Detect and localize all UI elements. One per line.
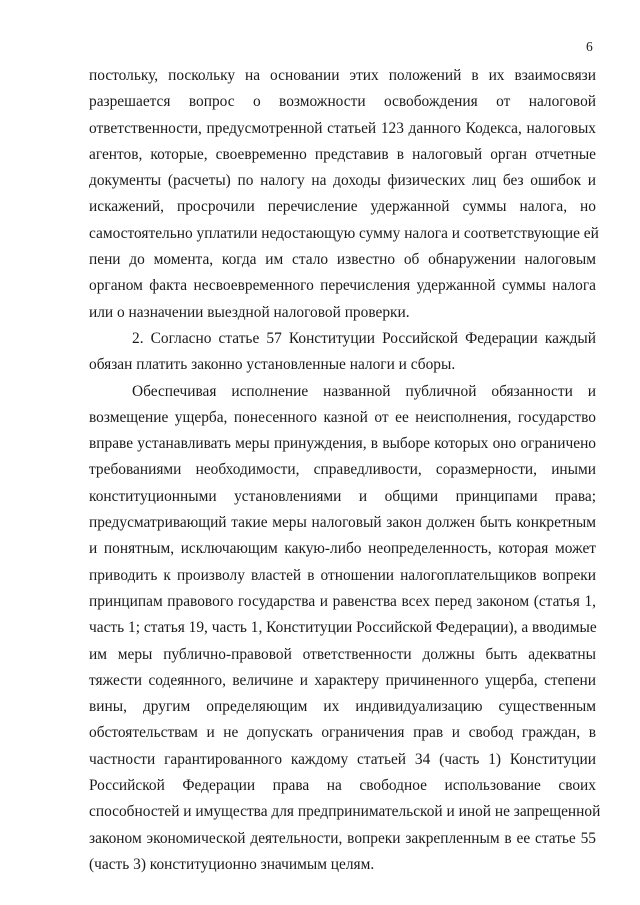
text-line: Российской Федерации права на свободное использование своих bbox=[89, 777, 596, 795]
text-line: (часть 3) конституционно значимым целям. bbox=[89, 855, 375, 873]
text-line: или о назначении выездной налоговой проверки. bbox=[89, 303, 410, 321]
text-line: 2. Согласно статье 57 Конституции Российской Федерации каждый bbox=[132, 329, 596, 347]
text-line: им меры публично-правовой ответственности должны быть адекватны bbox=[89, 645, 596, 663]
text-line: постольку, поскольку на основании этих положений в их взаимосвязи bbox=[89, 67, 596, 84]
paragraph bbox=[89, 379, 601, 879]
text-line: агентов, которые, своевременно представив в налоговый орган отчетные bbox=[89, 145, 596, 163]
document-body bbox=[89, 63, 601, 878]
text-line: вправе устанавливать меры принуждения, в выборе которых оно ограничено bbox=[89, 435, 596, 453]
text-line: частности гарантированного каждому статьей 34 (часть 1) Конституции bbox=[89, 750, 596, 768]
text-line: приводить к произволу властей в отношении налогоплательщиков вопреки bbox=[89, 566, 596, 584]
text-line: и понятным, исключающим какую-либо неопределенность, которая может bbox=[89, 540, 596, 558]
text-line: органом факта несвоевременного перечисления удержанной суммы налога bbox=[89, 277, 596, 295]
text-line: тяжести содеянного, величине и характеру причиненного ущерба, степени bbox=[89, 671, 596, 689]
text-line: способностей и имущества для предпринимательской и иной не запрещенной bbox=[89, 803, 601, 821]
text-line: предусматривающий такие меры налоговый закон должен быть конкретным bbox=[89, 514, 596, 532]
text-line: часть 1; статья 19, часть 1, Конституции Российской Федерации), а вводимые bbox=[89, 619, 597, 637]
text-line: искажений, просрочили перечисление удержанной суммы налога, но bbox=[89, 198, 596, 216]
text-line: требованиями необходимости, справедливости, соразмерности, иными bbox=[89, 461, 596, 479]
text-line: пени до момента, когда им стало известно об обнаружении налоговым bbox=[89, 251, 596, 269]
text-line: законом экономической деятельности, вопреки закрепленным в ее статье 55 bbox=[89, 829, 596, 847]
text-line: конституционными установлениями и общими принципами права; bbox=[89, 487, 596, 505]
paragraph bbox=[89, 63, 599, 326]
text-line: самостоятельно уплатили недостающую сумму налога и соответствующие ей bbox=[89, 224, 599, 242]
page-number: 6 bbox=[586, 39, 593, 54]
text-line: документы (расчеты) по налогу на доходы физических лиц без ошибок и bbox=[89, 172, 596, 190]
paragraph bbox=[89, 326, 596, 379]
text-line: принципам правового государства и равенства всех перед законом (статья 1, bbox=[89, 592, 596, 610]
text-line: Обеспечивая исполнение названной публичной обязанности и bbox=[132, 382, 596, 400]
text-line: разрешается вопрос о возможности освобождения от налоговой bbox=[89, 93, 596, 111]
text-line: обязан платить законно установленные налоги и сборы. bbox=[89, 356, 456, 374]
text-line: возмещение ущерба, понесенного казной от ее неисполнения, государство bbox=[89, 408, 596, 426]
text-line: вины, другим определяющим их индивидуализацию существенным bbox=[89, 698, 596, 716]
text-line: обстоятельствам и не допускать ограничения прав и свобод граждан, в bbox=[89, 724, 596, 742]
text-line: ответственности, предусмотренной статьей 123 данного Кодекса, налоговых bbox=[89, 119, 596, 137]
